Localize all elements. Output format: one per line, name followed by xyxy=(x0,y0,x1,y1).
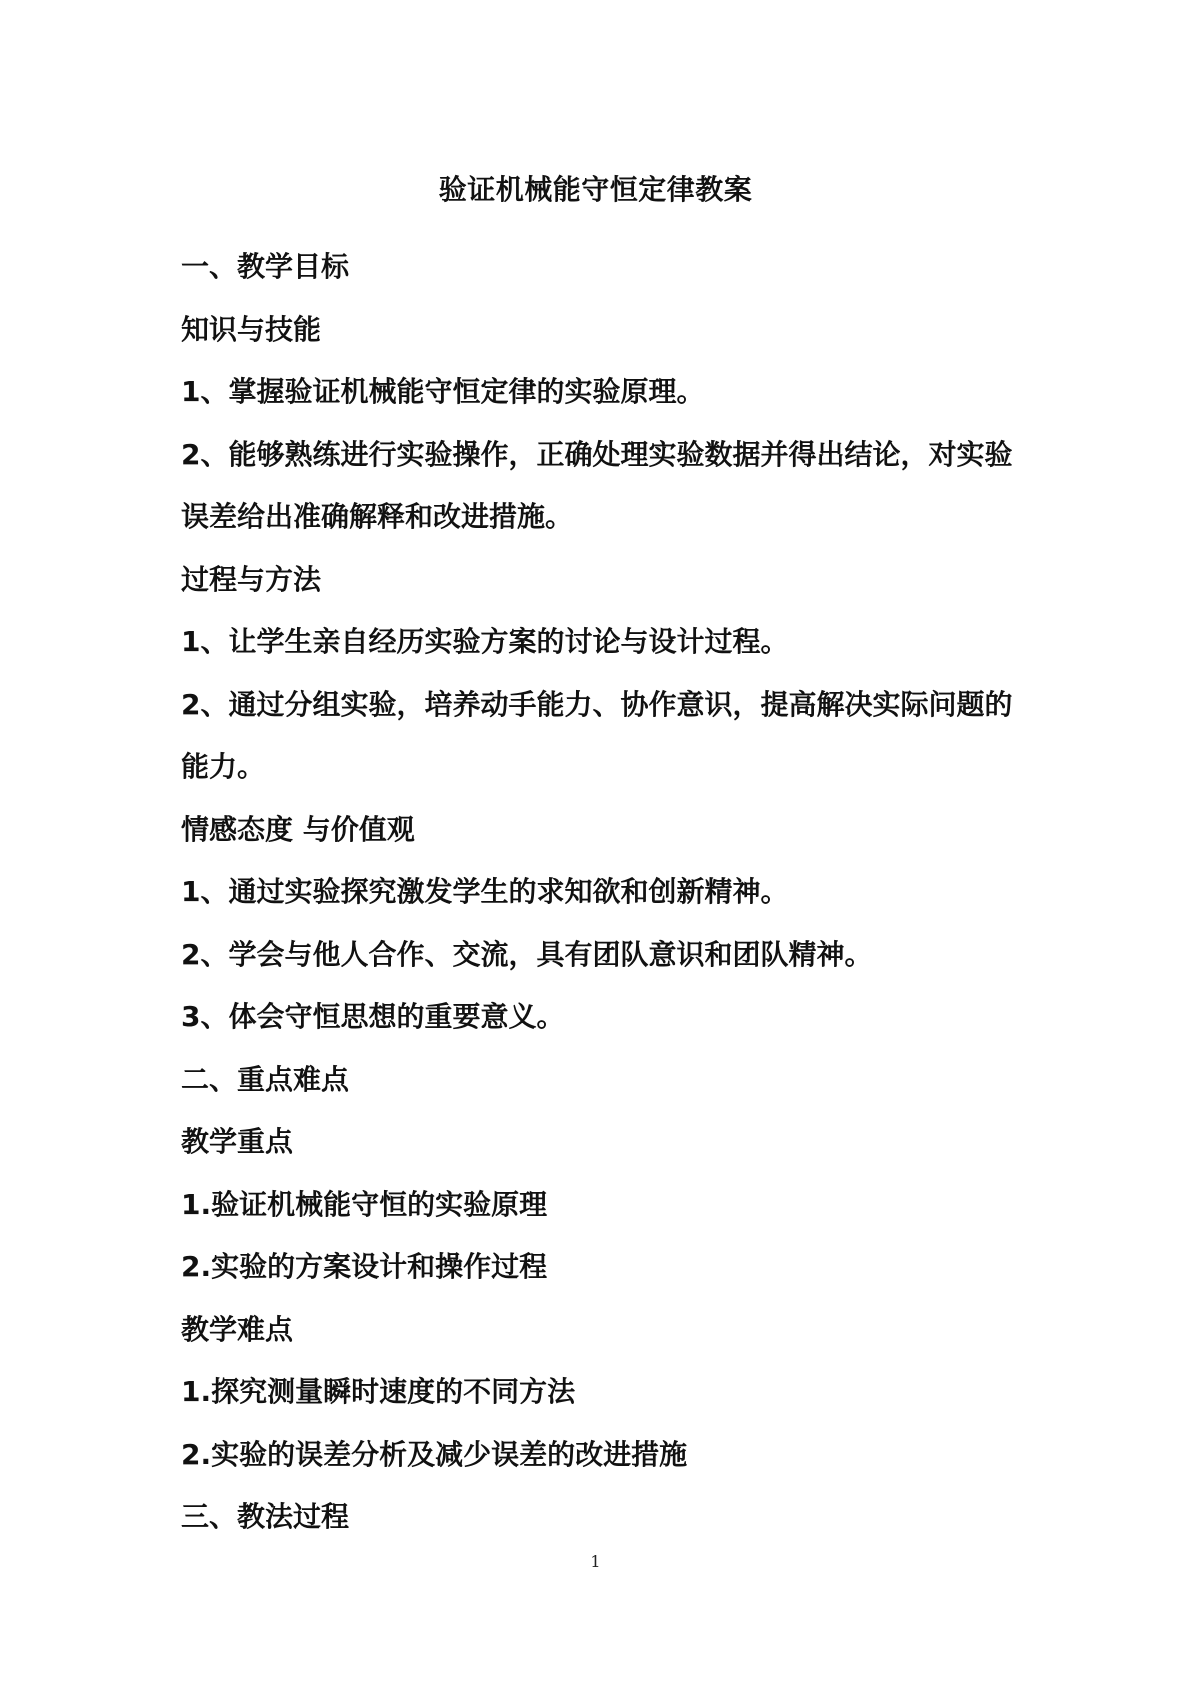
paragraph-line: 1.验证机械能守恒的实验原理 xyxy=(181,1187,548,1221)
paragraph-line: 1、通过实验探究激发学生的求知欲和创新精神。 xyxy=(181,875,789,908)
subheading-teaching-difficulties: 教学难点 xyxy=(181,1312,294,1346)
section-heading-teaching-process: 三、教法过程 xyxy=(181,1500,350,1533)
page-number: 1 xyxy=(590,1552,601,1571)
document-body xyxy=(181,236,1021,1549)
paragraph-line: 2、学会与他人合作、交流，具有团队意识和团队精神。 xyxy=(181,937,873,971)
section-heading-key-difficult-points: 二、重点难点 xyxy=(181,1062,350,1096)
subheading-process-method: 过程与方法 xyxy=(181,562,322,596)
paragraph-line: 3、体会守恒思想的重要意义。 xyxy=(181,1000,565,1033)
paragraph-line: 2、通过分组实验，培养动手能力、协作意识，提高解决实际问题的 xyxy=(181,687,1013,721)
paragraph-line: 1、让学生亲自经历实验方案的讨论与设计过程。 xyxy=(181,625,789,658)
subheading-teaching-key-points: 教学重点 xyxy=(181,1125,294,1158)
paragraph-line: 能力。 xyxy=(181,750,266,783)
section-heading-teaching-goals: 一、教学目标 xyxy=(181,250,350,283)
paragraph-line: 1.探究测量瞬时速度的不同方法 xyxy=(181,1375,576,1408)
document-title: 验证机械能守恒定律教案 xyxy=(438,173,753,206)
paragraph-line: 2.实验的误差分析及减少误差的改进措施 xyxy=(181,1437,688,1471)
subheading-emotion-values: 情感态度 与价值观 xyxy=(181,812,415,846)
subheading-knowledge-skills: 知识与技能 xyxy=(181,312,322,346)
paragraph-line: 误差给出准确解释和改进措施。 xyxy=(181,500,574,533)
paragraph-line: 2、能够熟练进行实验操作，正确处理实验数据并得出结论，对实验 xyxy=(181,437,1013,471)
paragraph-line: 2.实验的方案设计和操作过程 xyxy=(181,1250,548,1283)
paragraph-line: 1、掌握验证机械能守恒定律的实验原理。 xyxy=(181,375,705,408)
